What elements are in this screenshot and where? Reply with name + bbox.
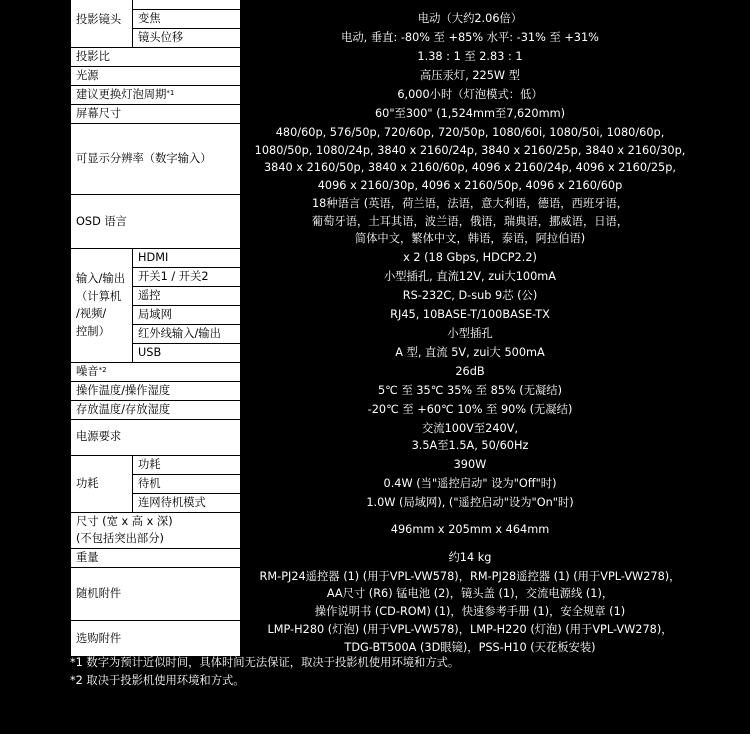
shift-label: 镜头位移 bbox=[133, 29, 241, 48]
power-label: 电源要求 bbox=[71, 419, 241, 455]
table-row bbox=[71, 567, 700, 621]
screen-value: 60"至300" (1,524mm至7,620mm) bbox=[241, 105, 700, 124]
accessories-value: RM-PJ24遥控器 (1) (用于VPL-VW578)，RM-PJ28遥控器 (1) (用于VPL-VW278)， AA尺寸 (R6) 锰电池 (2)，镜头盖 (1)，交流电源线 (1)， 操作说明书 (CD-ROM) (1)，快速参考手册 (1)，安全规章 (1) bbox=[241, 567, 700, 621]
table-row bbox=[71, 474, 700, 493]
footnotes bbox=[70, 654, 459, 690]
osd-value: 18种语言 (英语，荷兰语，法语，意大利语，德语，西班牙语， 葡萄牙语，土耳其语，波兰语，俄语，瑞典语，挪威语，日语， 简体中文，繁体中文，韩语，泰语，阿拉伯语) bbox=[241, 195, 700, 249]
weight-value: 约14 kg bbox=[241, 548, 700, 567]
size-value: 496mm x 205mm x 464mm bbox=[241, 512, 700, 548]
lan-label: 局域网 bbox=[133, 305, 241, 324]
table-row bbox=[71, 305, 700, 324]
lens-label: 投影镜头 bbox=[71, 0, 133, 48]
noise-value: 26dB bbox=[241, 362, 700, 381]
shift-value: 电动, 垂直: -80% 至 +85% 水平: -31% 至 +31% bbox=[241, 29, 700, 48]
table-row bbox=[71, 621, 700, 657]
storage-temp-value: -20℃ 至 +60℃ 10% 至 90% (无凝结) bbox=[241, 400, 700, 419]
spec-table bbox=[70, 0, 700, 657]
optional-accessories-value: LMP-H280 (灯泡) (用于VPL-VW578)，LMP-H220 (灯泡) (用于VPL-VW278)， TDG-BT500A (3D眼镜)，PSS-H10 (天花板安装) bbox=[241, 621, 700, 657]
cons-network-label: 连网待机模式 bbox=[133, 493, 241, 512]
hdmi-value: x 2 (18 Gbps, HDCP2.2) bbox=[241, 248, 700, 267]
table-row bbox=[71, 48, 700, 67]
usb-label: USB bbox=[133, 343, 241, 362]
operating-temp-label: 操作温度/操作湿度 bbox=[71, 381, 241, 400]
power-value: 交流100V至240V, 3.5A至1.5A, 50/60Hz bbox=[241, 419, 700, 455]
cons-power-label: 功耗 bbox=[133, 455, 241, 474]
hdmi-label: HDMI bbox=[133, 248, 241, 267]
remote-value: RS-232C, D-sub 9芯 (公) bbox=[241, 286, 700, 305]
screen-label: 屏幕尺寸 bbox=[71, 105, 241, 124]
table-row bbox=[71, 86, 700, 105]
table-row bbox=[71, 29, 700, 48]
io-label: 输入/输出 （计算机 /视频/ 控制） bbox=[71, 248, 133, 362]
remote-label: 遥控 bbox=[133, 286, 241, 305]
usb-value: A 型, 直流 5V, zui大 500mA bbox=[241, 343, 700, 362]
consumption-label: 功耗 bbox=[71, 455, 133, 512]
cons-standby-value: 0.4W (当"遥控启动" 设为"Off"时) bbox=[241, 474, 700, 493]
footnote-2: *2 取决于投影机使用环境和方式。 bbox=[70, 674, 245, 687]
table-row bbox=[71, 362, 700, 381]
cons-standby-label: 待机 bbox=[133, 474, 241, 493]
light-label: 光源 bbox=[71, 67, 241, 86]
switch-label: 开关1 / 开关2 bbox=[133, 267, 241, 286]
ir-value: 小型插孔 bbox=[241, 324, 700, 343]
table-row bbox=[71, 0, 700, 10]
resolution-value: 480/60p, 576/50p, 720/60p, 720/50p, 1080/60i, 1080/50i, 1080/60p, 1080/50p, 1080/24p, 3840 x 2160/24p, 3840 x 2160/25p, 3840 x 2160/30p, 3840 x 2160/50p, 3840 x 2160/60p, 4096 x 2160/24p, 4096 x 2160/25p, 4096 x 2160/30p, 4096 x 2160/50p, 4096 x 2160/60p bbox=[241, 124, 700, 195]
lan-value: RJ45, 10BASE-T/100BASE-TX bbox=[241, 305, 700, 324]
cons-power-value: 390W bbox=[241, 455, 700, 474]
table-row bbox=[71, 512, 700, 548]
operating-temp-value: 5℃ 至 35℃ 35% 至 85% (无凝结) bbox=[241, 381, 700, 400]
optional-accessories-label: 选购附件 bbox=[71, 621, 241, 657]
lamp-label: 建议更换灯泡周期$^{*1}$ bbox=[71, 86, 241, 105]
osd-label: OSD 语言 bbox=[71, 195, 241, 249]
table-row bbox=[71, 400, 700, 419]
weight-label: 重量 bbox=[71, 548, 241, 567]
table-row bbox=[71, 248, 700, 267]
table-row bbox=[71, 324, 700, 343]
table-row bbox=[71, 267, 700, 286]
footnote-marker: *1 bbox=[166, 89, 175, 98]
cons-network-value: 1.0W (局域网), ("遥控启动"设为"On"时) bbox=[241, 493, 700, 512]
zoom-value: 电动（大约2.06倍） bbox=[241, 10, 700, 29]
accessories-label: 随机附件 bbox=[71, 567, 241, 621]
switch-value: 小型插孔, 直流12V, zui大100mA bbox=[241, 267, 700, 286]
ir-label: 红外线输入/输出 bbox=[133, 324, 241, 343]
table-row bbox=[71, 381, 700, 400]
table-row bbox=[71, 67, 700, 86]
footnote-marker: *2 bbox=[98, 365, 107, 374]
table-row bbox=[71, 419, 700, 455]
footnote-1: *1 数字为预计近似时间，具体时间无法保证，取决于投影机使用环境和方式。 bbox=[70, 656, 460, 669]
table-row bbox=[71, 124, 700, 195]
resolution-label: 可显示分辨率（数字输入） bbox=[71, 124, 241, 195]
zoom-label: 变焦 bbox=[133, 10, 241, 29]
table-row bbox=[71, 286, 700, 305]
table-row bbox=[71, 493, 700, 512]
noise-label: 噪音$^{*2}$ bbox=[71, 362, 241, 381]
size-label: 尺寸 (宽 x 高 x 深) (不包括突出部分) bbox=[71, 512, 241, 548]
light-value: 高压汞灯, 225W 型 bbox=[241, 67, 700, 86]
table-row bbox=[71, 105, 700, 124]
storage-temp-label: 存放温度/存放湿度 bbox=[71, 400, 241, 419]
lamp-value: 6,000小时（灯泡模式：低） bbox=[241, 86, 700, 105]
table-row bbox=[71, 343, 700, 362]
table-row bbox=[71, 195, 700, 249]
throw-label: 投影比 bbox=[71, 48, 241, 67]
table-row bbox=[71, 548, 700, 567]
table-row bbox=[71, 10, 700, 29]
table-row bbox=[71, 455, 700, 474]
throw-value: 1.38 : 1 至 2.83 : 1 bbox=[241, 48, 700, 67]
